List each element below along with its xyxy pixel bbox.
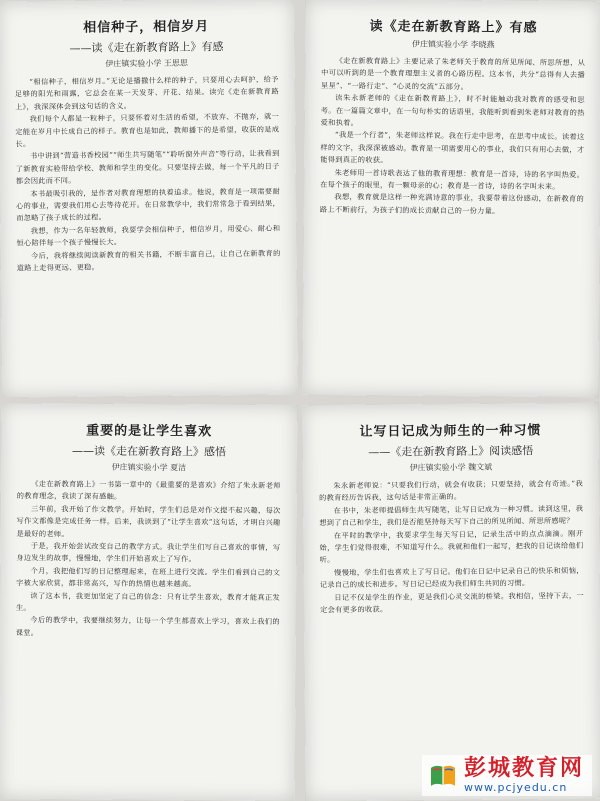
page-body: [16, 478, 281, 641]
paragraph: 在书中，朱老师提倡师生共写随笔，让写日记成为一种习惯。读到这里，我想到了自己和学生，我们是否能坚持每天写下自己的所见所闻、所思所感呢？: [319, 503, 584, 528]
page-title: 让写日记成为师生的一种习惯: [359, 423, 542, 440]
paragraph: 我们每个人都是一粒种子，只要怀着对生活的希望，不放弃、不抛弃，就一定能在岁月中长成自己的样子。教育也是如此，教师播下的是希望，收获的是成长。: [15, 111, 280, 149]
page-byline: 伊庄镇实验小学 魏文斌: [409, 462, 493, 473]
paragraph: 我想，教育就是这样一种充满诗意的事业，我要带着这份感动，在新教育的路上不断前行，为孩子们的成长贡献自己的一份力量。: [319, 192, 585, 216]
paragraph: 书中讲到“营造书香校园”“师生共写随笔”“聆听窗外声音”等行动，让我看到了新教育实验带给学校、教师和学生的变化。只要坚持去做，每一个平凡的日子都会因此而不同。: [15, 149, 280, 186]
paragraph: 读了这本书，我更加坚定了自己的信念：只有让学生喜欢，教育才能真正发生。: [15, 590, 281, 613]
page-body: [15, 74, 281, 275]
paragraph: 在平时的教学中，我要求学生每天写日记，记录生活中的点点滴滴。刚开始，学生们觉得很难，不知道写什么。我就和他们一起写，把我的日记读给他们听。: [319, 528, 584, 565]
paragraph: 我想，作为一名年轻教师，我要学会相信种子，相信岁月，用爱心、耐心和恒心陪伴每一个孩子慢慢长大。: [16, 223, 281, 248]
paragraph: 《走在新教育路上》主要记录了朱老师关于教育的所见所闻、所思所想，从中可以听到的是一个教育理想主义者的心路历程。这本书，共分“总得有人去播星星”、“一路行走”、“心灵的交流”五部分。: [320, 55, 586, 91]
paragraph: 日记不仅是学生的作业，更是我们心灵交流的桥梁。我相信，坚持下去，一定会有更多的收获。: [320, 590, 584, 615]
paragraph: 朱永新老师说：“只要我们行动，就会有收获；只要坚持，就会有奇迹。”我的教育经历告诉我，这句话是非常正确的。: [319, 478, 584, 503]
essay-page-3: [0, 403, 297, 801]
page-subtitle: ——《走在新教育路上》阅读感悟: [368, 444, 534, 459]
essay-page-2: [302, 0, 600, 397]
page-title: 读《走在新教育路上》有感: [369, 19, 538, 36]
paragraph: 读朱永新老师的《走在新教育路上》，时不时能触动我对教育的感受和思考。在一篇篇文章中，在一句句朴实的话语里，我能听到看到朱老师对教育的热爱和执着。: [320, 93, 585, 128]
paragraph: “我是一个行者”，朱老师这样说。我在行走中思考，在思考中成长。读着这样的文字，我深深被感动。教育是一项需要用心的事业，我们只有用心去做，才能得到真正的收获。: [320, 130, 585, 165]
page-body: [319, 478, 584, 617]
paragraph: 《走在新教育路上》一书第一章中的《最重要的是喜欢》介绍了朱永新老师的教育理念，我读了深有感触。: [16, 479, 281, 502]
paragraph: 本书最吸引我的，是作者对教育理想的执着追求。他说，教育是一项需要耐心的事业，需要我们用心去等待花开。在日常教学中，我们常常急于看到结果，而忽略了孩子成长的过程。: [16, 186, 281, 223]
page-title: 重要的是让学生喜欢: [86, 423, 213, 440]
watermark-url[interactable]: www.pcjyedu.cn: [463, 781, 568, 794]
paragraph: 朱老师用一首诗歌表达了他的教育理想：教育是一首诗，诗的名字叫热爱。在每个孩子的眼里，有一颗母亲的心；教育是一首诗，诗的名字叫未来。: [320, 167, 585, 192]
page-byline: 伊庄镇实验小学 李晓燕: [412, 39, 495, 50]
page-title: 相信种子，相信岁月: [83, 19, 210, 36]
paragraph: 个月，我把他们写的日记整理起来，在班上进行交流。学生们看到自己的文字被大家欣赏，都非常高兴，写作的热情也越来越高。: [16, 566, 281, 589]
paragraph: 于是，我开始尝试改变自己的教学方式。我让学生们写自己喜欢的事情，写身边发生的故事，慢慢地，学生们开始喜欢上了写作。: [16, 541, 281, 564]
essay-page-1: [0, 0, 298, 398]
paragraph: 今后的教学中，我要继续努力，让每一个学生都喜欢上学习，喜欢上我们的课堂。: [15, 615, 280, 638]
paragraph: 三年前，我开始了作文教学。开始时，学生们总是对作文提不起兴趣，每次写作文都像是完成任务一样。后来，我读到了“让学生喜欢”这句话，才明白兴趣是最好的老师。: [16, 503, 281, 539]
paragraph: 今后，我将继续阅读新教育的相关书籍，不断丰富自己，让自己在新教育的道路上走得更远、更稳。: [16, 248, 281, 273]
watermark-name: 彭城教育网: [463, 756, 584, 781]
book-logo-icon: [428, 761, 458, 791]
paragraph: “相信种子，相信岁月。”无论是播撒什么样的种子，只要用心去呵护，给予足够的阳光和雨露，它总会在某一天发芽、开花、结果。读完《走在新教育路上》，我深深体会到这句话的含义。: [14, 74, 279, 112]
paragraph: 慢慢地，学生们也喜欢上了写日记。他们在日记中记录自己的快乐和烦恼，记录自己的成长和进步。写日记已经成为我们师生共同的习惯。: [319, 565, 584, 590]
page-body: [320, 55, 585, 219]
page-byline: 伊庄镇实验小学 夏洁: [111, 462, 187, 473]
page-byline: 伊庄镇实验小学 王思思: [105, 58, 188, 69]
page-subtitle: ——读《走在新教育路上》有感: [69, 40, 224, 55]
essay-page-4: [302, 403, 600, 801]
site-watermark: [422, 755, 592, 796]
page-subtitle: ——读《走在新教育路上》感悟: [72, 444, 227, 459]
